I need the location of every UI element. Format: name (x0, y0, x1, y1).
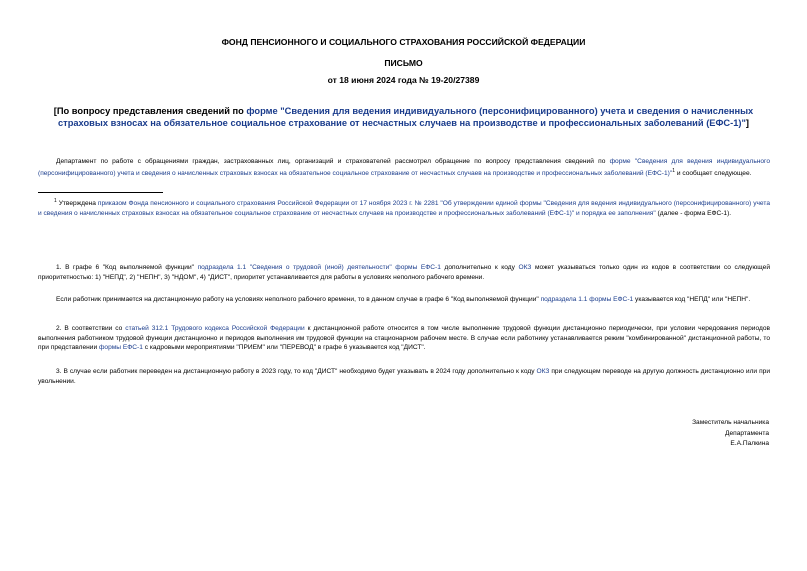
item-1-paragraph (38, 263, 770, 282)
item-3-paragraph (38, 367, 770, 386)
item1b-text-2: указывается код "НЕПД" или "НЕПН". (633, 296, 751, 303)
footnote (38, 199, 770, 218)
item2-text-3: с кадровыми мероприятиями "ПРИЕМ" или "ПЕРЕВОД" в графе 6 указывается код "ДИСТ". (142, 344, 426, 352)
item3-okz-link[interactable]: ОКЗ (536, 368, 550, 375)
item2-text-1: 2. В соответствии со (56, 325, 126, 332)
document-title (40, 106, 767, 129)
item-1b-paragraph (38, 295, 770, 305)
footnote-text-2: (далее - форма ЕФС-1). (655, 209, 732, 217)
title-suffix: ] (745, 117, 750, 128)
item2-labor-code-link[interactable]: статьей 312.1 Трудового кодекса Российской Федерации (125, 325, 305, 332)
item3-text-2: при следующем переводе на другую должность дистанционно или при увольнении. (38, 368, 770, 385)
item1-text-3: может указываться только один из кодов в соответствии со следующей приоритетностью: 1) "НЕПД", 2) "НЕПН", 3) "НДОМ", 4) "ДИСТ", приоритет устанавливается для работы в условиях неполного рабочего времени. (38, 264, 770, 281)
intro-footnote-mark[interactable]: 1 (672, 167, 675, 174)
item2-form-link[interactable]: формы ЕФС-1 (98, 344, 143, 352)
footnote-mark: 1 (54, 197, 57, 204)
item3-text-1: 3. В случае если работник переведен на дистанционную работу в 2023 году, то код "ДИСТ" необходимо будет указывать в 2024 году дополнительно к коду (56, 368, 537, 375)
intro-form-link[interactable]: форме "Сведения для ведения индивидуального (персонифицированного) учета и сведения о начисленных страховых взносах на обязательное социальное страхование от несчастных случаев на производстве и профессиональных заболеваний (ЕФС-1)" (38, 158, 770, 177)
intro-paragraph (38, 157, 770, 178)
organization-name: ФОНД ПЕНСИОННОГО И СОЦИАЛЬНОГО СТРАХОВАНИЯ РОССИЙСКОЙ ФЕДЕРАЦИИ (221, 37, 586, 47)
signatory-name: Е.А.Палкина (730, 440, 769, 447)
signature-block (692, 418, 769, 450)
footnote-divider (38, 192, 163, 193)
signatory-position: Заместитель начальника (692, 419, 769, 426)
signatory-department: Департамента (725, 429, 769, 437)
item1-subsection-link[interactable]: подраздела 1.1 "Сведения о трудовой (иной) деятельности" формы ЕФС-1 (197, 264, 441, 271)
document-type: ПИСЬМО (384, 58, 423, 68)
intro-text-1: Департамент по работе с обращениями граждан, застрахованных лиц, организаций и страхователей рассмотрел обращение по вопросу представления сведений по (56, 158, 610, 165)
title-prefix: [По вопросу представления сведений по (53, 106, 247, 116)
item1-text-2: дополнительно к коду (440, 264, 519, 271)
footnote-order-link[interactable]: приказом Фонда пенсионного и социального страхования Российской Федерации от 17 ноября 2023 г. № 2281 "Об утверждении единой формы "Сведения для ведения индивидуального (персонифицированного) учета и сведения о начисленных страховых взносах на обязательное социальное страхование от несчастных случаев на производстве и профессиональных заболеваний (ЕФС-1)" и порядка ее заполнения" (38, 200, 770, 217)
item-2-paragraph (38, 324, 770, 353)
title-form-link[interactable]: форме "Сведения для ведения индивидуального (персонифицированного) учета и сведения о начисленных страховых взносах на обязательное социальное страхование от несчастных случаев на производстве и профессиональных заболеваний (ЕФС-1)" (57, 106, 754, 128)
item2-text-2: к дистанционной работе относится в том числе выполнение трудовой функции дистанционно периодически, при условии чередования периодов выполнения работником трудовой функции дистанционно и периодов выполнения им трудовой функции на стационарном рабочем месте. В случае если работнику устанавливается режим "комбинированной" дистанционной работы, то при представлении (38, 325, 770, 352)
item1b-text-1: Если работник принимается на дистанционную работу на условиях неполного рабочего времени, то в данном случае в графе 6 "Код выполняемой функции" (56, 296, 541, 303)
item1-okz-link[interactable]: ОКЗ (518, 264, 532, 271)
document-number: от 18 июня 2024 года № 19-20/27389 (327, 75, 480, 85)
footnote-text-1: Утверждена (56, 200, 98, 207)
item1b-subsection-link[interactable]: подраздела 1.1 формы ЕФС-1 (540, 296, 634, 303)
intro-text-2: и сообщает следующее. (674, 169, 752, 177)
item1-text-1: 1. В графе 6 "Код выполняемой функции" (56, 264, 198, 271)
